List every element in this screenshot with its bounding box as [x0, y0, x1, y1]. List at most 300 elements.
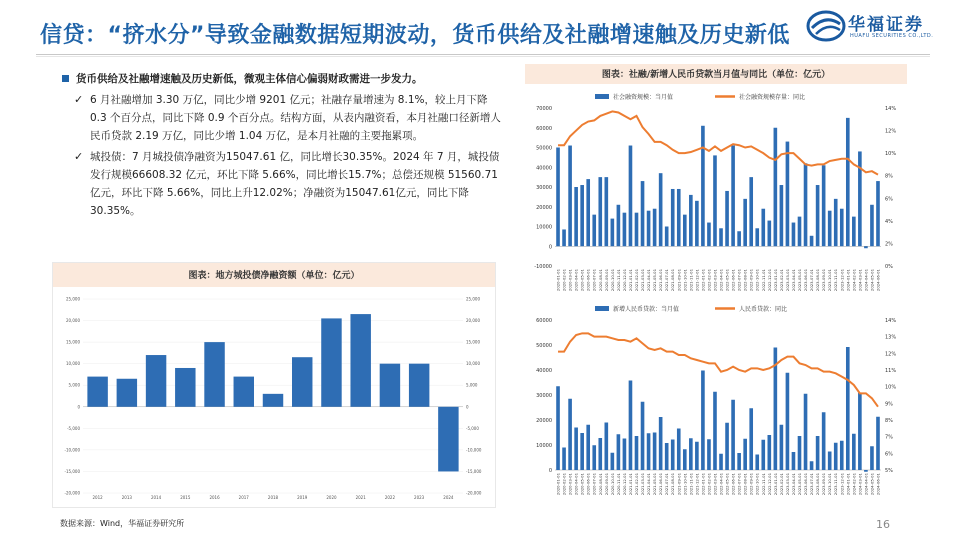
y-left-tick-label: 50000 — [536, 145, 552, 152]
chart-bar — [641, 402, 645, 470]
chart-bar — [743, 199, 747, 246]
chart-bar — [321, 318, 341, 406]
chart-bar — [605, 177, 609, 246]
x-tick-label: 2020-05-01 — [579, 269, 585, 292]
x-tick-label: 2024-04-01 — [863, 269, 869, 292]
y-left-tick-label: 20000 — [536, 204, 552, 211]
x-tick-label: 2022-05-01 — [724, 269, 730, 292]
x-tick-label: 2020-01-01 — [555, 473, 561, 496]
chart-bar — [858, 151, 862, 246]
chart-bar — [755, 455, 759, 471]
x-tick-label: 2022-03-01 — [712, 473, 718, 496]
x-tick-label: 2024-04-01 — [863, 473, 869, 496]
chart-bar — [204, 342, 224, 407]
x-tick-label: 2020-11-01 — [615, 269, 621, 292]
chart-bar — [768, 435, 772, 470]
y-right-tick-label: 14% — [885, 318, 897, 324]
x-tick-label: 2023-11-01 — [833, 269, 839, 292]
x-tick-label: 2024-02-01 — [851, 269, 857, 292]
chart-bar — [641, 181, 645, 246]
chart-bar — [653, 209, 657, 247]
x-tick-label: 2020-06-01 — [585, 269, 591, 292]
x-tick-label: 2022-01-01 — [700, 269, 706, 292]
x-tick-label: 2020-03-01 — [567, 473, 573, 496]
logo-mark-icon — [806, 8, 846, 44]
x-tick-label: 2021-07-01 — [664, 473, 670, 496]
chart-bar — [586, 425, 590, 470]
y-right-tick-label: 2% — [885, 241, 893, 248]
chart-bar — [864, 246, 868, 248]
chart-bar — [689, 195, 693, 246]
chart-bar — [822, 412, 826, 470]
x-tick-label: 2019 — [297, 495, 308, 500]
x-tick-label: 2022-08-01 — [742, 269, 748, 292]
x-tick-label: 2023-07-01 — [809, 473, 815, 496]
y-right-tick-label: 6% — [885, 196, 893, 203]
chart-bar — [671, 440, 675, 471]
data-source: 数据来源：Wind，华福证券研究所 — [60, 519, 185, 528]
rmb-loans-chart — [525, 300, 907, 510]
y-left-tick-label: 40000 — [536, 368, 552, 374]
logo-name: 华福证券 — [848, 15, 924, 35]
x-tick-label: 2020-07-01 — [591, 269, 597, 292]
x-tick-label: 2017 — [238, 495, 249, 500]
chart-bar — [292, 357, 312, 407]
chart-bar — [574, 187, 578, 246]
chart-bar — [574, 428, 578, 471]
chart-bar — [671, 189, 675, 246]
chart-bar — [840, 441, 844, 470]
chart-bar — [146, 355, 166, 407]
x-tick-label: 2021-12-01 — [694, 473, 700, 496]
x-tick-label: 2022-06-01 — [730, 269, 736, 292]
chart-bar — [695, 201, 699, 246]
x-tick-label: 2022-02-01 — [706, 269, 712, 292]
x-tick-label: 2020-10-01 — [609, 473, 615, 496]
x-tick-label: 2022-09-01 — [748, 473, 754, 496]
company-logo — [806, 8, 956, 48]
bullet-sub-1-text: 6 月社融增加 3.30 万亿，同比少增 9201 亿元；社融存量增速为 8.1%，较上月下降 0.3 个百分点，同比下降 0.9 个百分点。结构方面，从表内融资看，本月社融口径新增人民币贷款 2.19 万亿，同比少增 1.04 万亿，是本月社融的主要拖累项。 — [90, 94, 501, 142]
x-tick-label: 2012 — [92, 495, 103, 500]
x-tick-label: 2024-03-01 — [857, 269, 863, 292]
chart-bar — [761, 440, 765, 470]
page-number: 16 — [876, 518, 890, 531]
x-tick-label: 2023-05-01 — [797, 473, 802, 496]
chart-bar — [707, 223, 711, 247]
y-right-tick-label: 0% — [885, 264, 893, 270]
chart-bar — [623, 213, 627, 247]
checkmark-icon: ✓ — [74, 93, 84, 106]
social-financing-plot — [525, 84, 907, 300]
legend-bar-swatch — [595, 306, 609, 311]
chart-bar — [864, 470, 868, 472]
chart-bar — [828, 211, 832, 247]
chart-bar — [834, 199, 838, 246]
x-tick-label: 2022-07-01 — [736, 473, 742, 496]
chart-bar — [725, 191, 729, 246]
x-tick-label: 2023-01-01 — [772, 269, 778, 292]
legend-label: 新增人民币贷款：当月值 — [613, 306, 680, 313]
chart-bar — [605, 423, 609, 471]
y-left-tick-label: 0 — [548, 468, 552, 474]
x-tick-label: 2021-08-01 — [670, 269, 676, 292]
bullet-sub-1 — [74, 91, 502, 145]
x-tick-label: 2024-06-01 — [875, 473, 881, 496]
y-right-tick-label: 0 — [466, 404, 469, 410]
chart-bar — [580, 433, 584, 470]
chart-bar — [846, 347, 850, 470]
chart-bar — [876, 181, 880, 246]
x-tick-label: 2023-12-01 — [839, 473, 845, 496]
chart-bar — [719, 454, 723, 470]
x-tick-label: 2021-06-01 — [658, 269, 664, 292]
bullet-sub-2-text: 城投债：7 月城投债净融资为15047.61 亿，同比增长30.35%。2024 年 7 月，城投债发行规模66608.32 亿元，环比下降 5.66%，同比增长15.7%；总偿还规模 51560.71 亿元，环比下降 5.66%，同比上升12.02%；净融资为15047.61亿元，同比下降 30.35%。 — [90, 151, 500, 217]
chart-bar — [810, 236, 814, 246]
x-tick-label: 2022 — [384, 495, 396, 500]
x-tick-label: 2020-04-01 — [573, 473, 579, 496]
y-left-tick-label: 5,000 — [68, 382, 80, 388]
x-tick-label: 2020-05-01 — [579, 473, 585, 496]
x-tick-label: 2020-09-01 — [603, 473, 609, 496]
x-tick-label: 2021-07-01 — [664, 269, 670, 292]
chart-bar — [852, 217, 856, 247]
x-tick-label: 2020 — [326, 495, 337, 500]
chart-bar — [263, 394, 283, 407]
x-tick-label: 2022-10-01 — [754, 269, 760, 292]
x-tick-label: 2024-06-01 — [875, 269, 881, 292]
x-tick-label: 2022-08-01 — [742, 473, 748, 496]
chart-bar — [858, 393, 862, 470]
x-tick-label: 2023-05-01 — [797, 269, 802, 292]
x-tick-label: 2023-07-01 — [809, 269, 815, 292]
chart-bar — [846, 118, 850, 246]
chart-bar — [653, 433, 657, 471]
x-tick-label: 2021-10-01 — [682, 473, 688, 496]
chart-bar — [683, 449, 687, 470]
x-tick-label: 2024-03-01 — [857, 473, 863, 496]
y-right-tick-label: 11% — [885, 368, 897, 374]
y-left-tick-label: 15,000 — [66, 339, 80, 345]
chart-bar — [87, 377, 107, 407]
chart-bar — [792, 223, 796, 247]
chart-bar — [234, 377, 254, 407]
chart-bar — [556, 148, 560, 247]
y-left-tick-label: 30000 — [536, 393, 552, 399]
social-financing-chart — [525, 64, 907, 300]
x-tick-label: 2023-10-01 — [827, 473, 833, 496]
chart-bar — [804, 163, 808, 246]
chart-bar — [568, 146, 572, 247]
chart-bar — [707, 439, 711, 470]
x-tick-label: 2013 — [121, 495, 132, 500]
checkmark-icon: ✓ — [74, 150, 84, 163]
x-tick-label: 2023-04-01 — [790, 473, 796, 496]
y-right-tick-label: 12% — [885, 128, 897, 135]
y-right-tick-label: 10% — [885, 151, 897, 158]
chart-bar — [689, 438, 693, 470]
y-left-tick-label: 10000 — [536, 224, 552, 231]
square-bullet-icon — [62, 75, 69, 82]
chart-bar — [647, 433, 651, 470]
y-left-tick-label: 0 — [548, 244, 552, 251]
x-tick-label: 2018 — [267, 495, 279, 500]
chart-bar — [695, 442, 699, 470]
y-right-tick-label: 14% — [885, 106, 897, 112]
y-left-tick-label: 50000 — [536, 343, 552, 349]
chart-bar — [749, 177, 753, 246]
x-tick-label: 2023-03-01 — [784, 473, 790, 496]
x-tick-label: 2023-06-01 — [803, 269, 809, 292]
x-tick-label: 2023-11-01 — [833, 473, 839, 496]
chart-bar — [562, 229, 566, 246]
x-tick-label: 2022-10-01 — [754, 473, 760, 496]
logo-english: HUAFU SECURITIES CO.,LTD. — [850, 33, 934, 39]
y-left-tick-label: -5,000 — [67, 425, 80, 431]
x-tick-label: 2015 — [180, 495, 191, 500]
x-tick-label: 2023-08-01 — [815, 269, 821, 292]
chart-bar — [665, 227, 669, 247]
y-right-tick-label: 9% — [885, 401, 893, 408]
chart-bar — [568, 399, 572, 470]
chart-bar — [586, 179, 590, 246]
y-left-tick-label: 20000 — [536, 418, 552, 424]
chart-bar — [786, 142, 790, 247]
x-tick-label: 2023-09-01 — [821, 269, 827, 292]
y-left-tick-label: 0 — [77, 404, 80, 410]
x-tick-label: 2022-04-01 — [718, 269, 724, 292]
bullet-list — [62, 70, 502, 220]
x-tick-label: 2020-01-01 — [555, 269, 561, 292]
x-tick-label: 2021-10-01 — [682, 269, 688, 292]
y-left-tick-label: 20,000 — [66, 318, 80, 324]
header-divider — [36, 54, 930, 55]
x-tick-label: 2016 — [209, 495, 220, 500]
chart-bar — [774, 128, 778, 247]
chart-bar — [828, 452, 832, 471]
x-tick-label: 2021-12-01 — [694, 269, 700, 292]
x-tick-label: 2021-02-01 — [634, 269, 639, 292]
legend-bar-swatch — [595, 94, 609, 99]
x-tick-label: 2021-03-01 — [640, 473, 646, 496]
chart-bar — [701, 126, 705, 246]
x-tick-label: 2021-05-01 — [652, 269, 658, 292]
y-right-tick-label: 10% — [885, 384, 897, 391]
lgfv-chart — [52, 262, 496, 508]
x-tick-label: 2023-10-01 — [827, 269, 833, 292]
chart-bar — [635, 213, 639, 247]
chart-line — [558, 111, 878, 174]
chart-bar — [659, 417, 663, 470]
x-tick-label: 2024-01-01 — [845, 269, 851, 292]
chart-bar — [768, 221, 772, 247]
y-left-tick-label: 60000 — [536, 125, 552, 132]
y-left-tick-label: 60000 — [536, 318, 552, 324]
x-tick-label: 2023-08-01 — [815, 473, 821, 496]
y-right-tick-label: 10,000 — [466, 361, 480, 367]
y-right-tick-label: 13% — [885, 334, 897, 341]
x-tick-label: 2024-02-01 — [851, 473, 857, 496]
legend-label: 社会融资规模存量：同比 — [739, 94, 806, 101]
y-right-tick-label: -20,000 — [466, 490, 482, 496]
chart-bar — [677, 429, 681, 471]
title-bar — [0, 0, 960, 62]
x-tick-label: 2020-07-01 — [591, 473, 597, 496]
y-left-tick-label: 25,000 — [66, 296, 80, 302]
chart-bar — [623, 439, 627, 471]
x-tick-label: 2021 — [355, 495, 366, 500]
rmb-loans-plot — [525, 300, 907, 510]
x-tick-label: 2023-02-01 — [778, 473, 784, 496]
x-tick-label: 2022-04-01 — [718, 473, 724, 496]
x-tick-label: 2023-02-01 — [778, 269, 784, 292]
y-right-tick-label: 4% — [885, 218, 893, 225]
chart-bar — [804, 394, 808, 470]
chart-bar — [743, 439, 747, 470]
chart-bar — [798, 436, 802, 470]
legend-label: 人民币贷款：同比 — [739, 306, 788, 313]
chart-bar — [701, 371, 705, 471]
y-right-tick-label: 7% — [885, 434, 893, 441]
y-left-tick-label: -10,000 — [64, 447, 80, 453]
x-tick-label: 2023-09-01 — [821, 473, 827, 496]
chart-bar — [611, 453, 615, 470]
bullet-sub-2 — [74, 148, 502, 220]
chart-bar — [749, 408, 753, 470]
y-right-tick-label: 12% — [885, 351, 897, 358]
x-tick-label: 2022-06-01 — [730, 473, 736, 496]
chart-bar — [665, 443, 669, 470]
chart-bar — [852, 434, 856, 470]
x-tick-label: 2022-11-01 — [760, 269, 766, 292]
y-left-tick-label: 10,000 — [66, 361, 80, 367]
chart-bar — [737, 453, 741, 470]
chart-bar — [755, 228, 759, 246]
y-left-tick-label: 30000 — [536, 185, 552, 191]
header-divider-secondary — [36, 56, 930, 57]
chart-bar — [647, 211, 651, 247]
x-tick-label: 2020-11-01 — [615, 473, 621, 496]
chart-bar — [562, 448, 566, 471]
x-tick-label: 2020-12-01 — [621, 473, 627, 496]
chart-bar — [737, 231, 741, 246]
x-tick-label: 2023-01-01 — [772, 473, 778, 496]
x-tick-label: 2020-10-01 — [609, 269, 615, 292]
y-left-tick-label: 10000 — [536, 443, 552, 449]
chart-bar — [659, 173, 663, 246]
chart-bar — [629, 381, 633, 471]
x-tick-label: 2020-04-01 — [573, 269, 579, 292]
x-tick-label: 2022-09-01 — [748, 269, 754, 292]
y-left-tick-label: -10000 — [534, 264, 552, 270]
x-tick-label: 2022-05-01 — [724, 473, 730, 496]
x-tick-label: 2022-07-01 — [736, 269, 742, 292]
chart-bar — [598, 177, 602, 246]
chart-bar — [409, 364, 429, 407]
chart-bar — [761, 209, 765, 247]
chart-bar — [816, 185, 820, 246]
x-tick-label: 2021-01-01 — [627, 269, 633, 292]
chart-line — [558, 333, 878, 406]
y-left-tick-label: -20,000 — [64, 490, 80, 496]
chart-bar — [834, 443, 838, 470]
x-tick-label: 2024 — [443, 495, 454, 500]
x-tick-label: 2024-01-01 — [845, 473, 851, 496]
y-left-tick-label: 40000 — [536, 165, 552, 172]
x-tick-label: 2021-11-01 — [688, 473, 694, 496]
y-left-tick-label: -15,000 — [64, 468, 80, 474]
chart-header — [53, 263, 495, 287]
chart-bar — [438, 407, 458, 472]
x-tick-label: 2021-05-01 — [652, 473, 658, 496]
y-right-tick-label: 25,000 — [466, 296, 480, 302]
x-tick-label: 2014 — [150, 495, 162, 500]
y-right-tick-label: 8% — [885, 173, 893, 180]
chart-bar — [683, 215, 687, 247]
y-right-tick-label: -10,000 — [466, 447, 482, 453]
chart-bar — [870, 446, 874, 470]
bullet-main — [62, 70, 502, 88]
x-tick-label: 2020-08-01 — [597, 473, 603, 496]
chart-bar — [725, 423, 729, 470]
x-tick-label: 2020-12-01 — [621, 269, 627, 292]
x-tick-label: 2021-06-01 — [658, 473, 664, 496]
y-right-tick-label: 20,000 — [466, 318, 480, 324]
x-tick-label: 2021-02-01 — [634, 473, 639, 496]
x-tick-label: 2021-11-01 — [688, 269, 694, 292]
chart-bar — [780, 425, 784, 470]
x-tick-label: 2021-04-01 — [646, 473, 652, 496]
chart-bar — [822, 165, 826, 246]
x-tick-label: 2023 — [414, 495, 425, 500]
chart-bar — [840, 209, 844, 247]
chart-bar — [611, 219, 615, 247]
y-right-tick-label: -5,000 — [466, 425, 479, 431]
y-left-tick-label: 70000 — [536, 106, 552, 112]
x-tick-label: 2022-02-01 — [706, 473, 712, 496]
chart-title: 图表：社融/新增人民币贷款当月值与同比（单位：亿元） — [601, 70, 831, 80]
chart-bar — [175, 368, 195, 407]
x-tick-label: 2020-03-01 — [567, 269, 573, 292]
x-tick-label: 2020-02-01 — [561, 473, 567, 496]
chart-bar — [629, 146, 633, 247]
x-tick-label: 2021-09-01 — [676, 473, 682, 496]
chart-bar — [592, 445, 596, 470]
page-title: 信贷：“挤水分”导致金融数据短期波动，货币供给及社融增速触及历史新低 — [40, 23, 790, 48]
x-tick-label: 2021-03-01 — [640, 269, 646, 292]
chart-bar — [580, 185, 584, 246]
chart-bar — [117, 379, 137, 407]
x-tick-label: 2021-09-01 — [676, 269, 682, 292]
chart-bar — [786, 373, 790, 470]
chart-bar — [598, 438, 602, 470]
x-tick-label: 2023-12-01 — [839, 269, 845, 292]
chart-bar — [792, 452, 796, 470]
x-tick-label: 2020-09-01 — [603, 269, 609, 292]
x-tick-label: 2024-05-01 — [869, 269, 875, 292]
chart-bar — [731, 400, 735, 470]
x-tick-label: 2022-11-01 — [760, 473, 766, 496]
x-tick-label: 2020-02-01 — [561, 269, 567, 292]
bullet-main-text: 货币供给及社融增速触及历史新低，微观主体信心偏弱财政需进一步发力。 — [76, 73, 423, 85]
chart-bar — [876, 417, 880, 470]
x-tick-label: 2023-03-01 — [784, 269, 790, 292]
chart-bar — [780, 185, 784, 246]
chart-bar — [592, 215, 596, 247]
chart-bar — [380, 364, 400, 407]
chart-bar — [870, 205, 874, 246]
chart-bar — [798, 217, 802, 247]
chart-bar — [816, 436, 820, 470]
